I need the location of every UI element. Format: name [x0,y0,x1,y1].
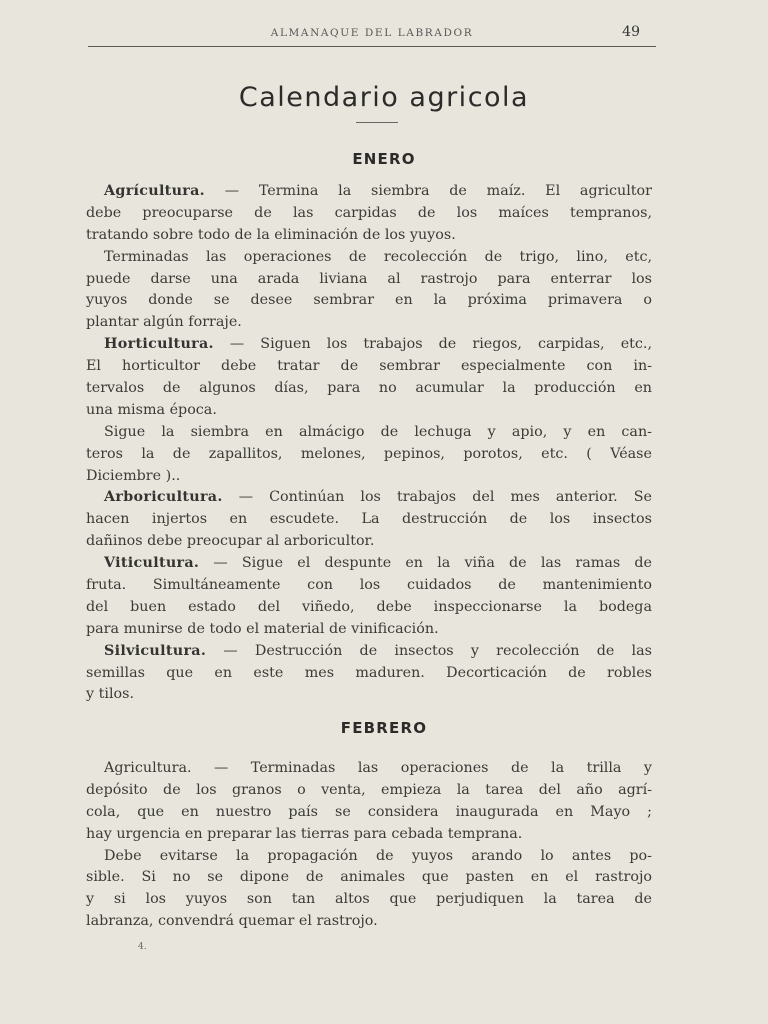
line-text: hacen injertos en escudete. La destrucción de los insectos [86,511,652,528]
line-text: puede darse una arada liviana al rastrojo para enterrar los [86,270,652,287]
line-text: semillas que en este mes maduren. Decorticación de robles [86,664,652,681]
line-text: plantar algún forraje. [86,314,242,331]
line-text: Terminadas las operaciones de recolección de trigo, lino, etc, [104,248,652,265]
text-line [86,780,652,802]
line-text: — Continúan los trabajos del mes anterior. Se [222,489,652,506]
section-term: Viticultura. [104,555,200,572]
month-text-enero [86,181,652,706]
line-text: debe preocuparse de las carpidas de los maíces tempranos, [86,204,652,221]
line-text: Debe evitarse la propagación de yuyos arando lo antes po- [104,847,652,864]
line-text: Diciembre ).. [86,467,181,484]
line-text: labranza, convendrá quemar el rastrojo. [86,913,378,930]
text-line [86,356,652,378]
line-text: tervalos de algunos días, para no acumular la producción en [86,380,652,397]
line-text: para munirse de todo el material de vinificación. [86,620,439,637]
month-heading-febrero: FEBRERO [340,719,428,737]
line-text: cola, que en nuestro país se considera inaugurada en Mayo ; [86,803,652,820]
line-text: sible. Si no se dipone de animales que pasten en el rastrojo [86,869,652,886]
text-line [86,203,652,225]
text-line [86,225,652,247]
text-line [86,802,652,824]
text-line [86,290,652,312]
month-heading-enero: ENERO [352,150,416,168]
page-title: Calendario agricola [238,82,530,113]
title-rule [356,122,398,123]
text-line [86,247,652,269]
text-line [86,684,652,706]
page-number: 49 [622,24,640,40]
text-line [86,400,652,422]
text-line [86,378,652,400]
section-term: Agrícultura. [104,183,205,199]
text-line [86,466,652,488]
text-line [86,181,652,203]
text-line [86,824,652,846]
text-line [86,663,652,685]
line-text: — Sigue el despunte en la viña de las ramas de [199,555,652,572]
section-term: Arboricultura. [104,489,223,506]
text-line [86,889,652,911]
line-text: del buen estado del viñedo, debe inspeccionarse la bodega [86,598,652,615]
text-line [86,422,652,444]
line-text: — Destrucción de insectos y recolección de las [206,642,652,659]
text-line [86,487,652,509]
text-line [86,553,652,575]
month-text-febrero [86,758,652,933]
section-term: Horticultura. [104,336,214,353]
text-line [86,641,652,663]
line-text: Agricultura. — Terminadas las operaciones de la trilla y [104,760,652,776]
text-line [86,531,652,553]
line-text: El horticultor debe tratar de sembrar especialmente con in- [86,358,652,375]
line-text: Sigue la siembra en almácigo de lechuga y apio, y en can- [104,423,652,440]
text-line [86,269,652,291]
text-line [86,619,652,641]
text-line [86,444,652,466]
text-line [86,312,652,334]
header-title: ALMANAQUE DEL LABRADOR [270,27,474,39]
text-line [86,334,652,356]
line-text: y si los yuyos son tan altos que perjudiquen la tarea de [86,891,652,908]
line-text: — Siguen los trabajos de riegos, carpidas, etc., [213,336,652,353]
running-header [88,24,656,47]
line-text: yuyos donde se desee sembrar en la próxima primavera o [86,292,652,309]
line-text: tratando sobre todo de la eliminación de los yuyos. [86,226,456,243]
text-line [86,867,652,889]
text-line [86,575,652,597]
line-text: depósito de los granos o venta, empieza la tarea del año agrí- [86,781,652,798]
line-text: — Termina la siembra de maíz. El agricultor [204,183,652,199]
text-line [86,509,652,531]
section-term: Silvicultura. [104,642,207,659]
text-line [86,846,652,868]
line-text: dañinos debe preocupar al arboricultor. [86,533,375,550]
text-line [86,758,652,780]
line-text: una misma época. [86,401,217,418]
text-line [86,911,652,933]
line-text: hay urgencia en preparar las tierras para cebada temprana. [86,825,523,842]
line-text: fruta. Simultáneamente con los cuidados de mantenimiento [86,577,652,594]
line-text: teros la de zapallitos, melones, pepinos, porotos, etc. ( Véase [86,445,652,462]
signature-mark: 4. [138,942,147,952]
text-line [86,597,652,619]
line-text: y tilos. [86,686,135,703]
